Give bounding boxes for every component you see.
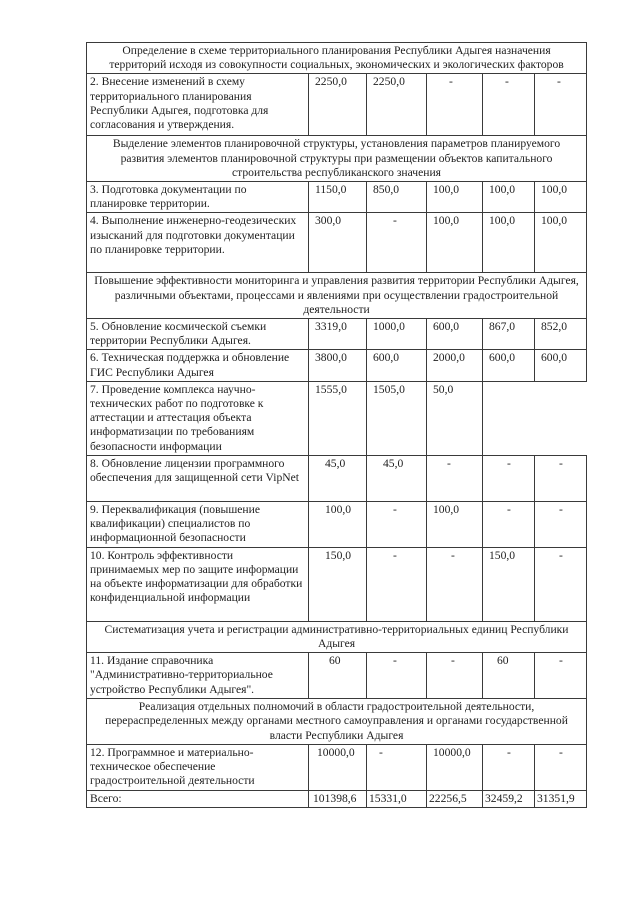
value-y2: 100,0 [427,501,483,547]
row-name: 3. Подготовка документации по планировке территории. [87,182,309,213]
section-header [87,699,587,745]
value-y1: - [367,501,427,547]
value-y4: 100,0 [535,182,587,213]
value-total: 100,0 [309,501,367,547]
table-row [87,653,587,699]
value-y3: 60 [483,653,535,699]
value-y2: 600,0 [427,319,483,350]
value-y3: 600,0 [483,350,535,381]
section-title: Реализация отдельных полномочий в области градостроительной деятельности, перераспределенных между органами местного самоуправления и органами государственной власти Республики Адыгея [87,699,587,745]
value-y2: - [427,653,483,699]
value-total: 45,0 [309,455,367,501]
total-row [87,790,587,807]
table-row [87,319,587,350]
total-y4: 31351,9 [535,790,587,807]
value-y1: - [367,547,427,621]
value-y4: - [535,501,587,547]
value-y2: - [427,455,483,501]
value-y3: 100,0 [483,213,535,273]
row-name: 7. Проведение комплекса научно-технических работ по подготовке к аттестации и аттестация объекта информатизации по требованиям безопасности информации [87,381,309,455]
value-y1: 1505,0 [367,381,427,455]
value-total: 3800,0 [309,350,367,381]
value-y1: 2250,0 [367,74,427,136]
section-title: Определение в схеме территориального планирования Республики Адыгея назначения территорий исходя из совокупности социальных, экономических и экологических факторов [87,43,587,74]
value-total: 150,0 [309,547,367,621]
value-y2: 50,0 [427,381,483,455]
row-name: 5. Обновление космической съемки территории Республики Адыгея. [87,319,309,350]
table-row [87,744,587,790]
value-y4 [535,381,587,455]
total-label: Всего: [87,790,309,807]
total-y1: 15331,0 [367,790,427,807]
total-value: 101398,6 [309,790,367,807]
row-name: 8. Обновление лицензии программного обеспечения для защищенной сети VipNet [87,455,309,501]
section-title: Систематизация учета и регистрации административно-территориальных единиц Республики Адыгея [87,621,587,652]
value-y4: - [535,455,587,501]
value-y3: - [483,74,535,136]
document-page [86,42,586,808]
value-y3: - [483,744,535,790]
value-total: 1150,0 [309,182,367,213]
table-row [87,455,587,501]
table-row [87,213,587,273]
value-y1: 45,0 [367,455,427,501]
value-y1: - [367,213,427,273]
value-y2: 100,0 [427,213,483,273]
value-y1: - [367,653,427,699]
value-y3: - [483,501,535,547]
row-name: 11. Издание справочника "Административно-территориальное устройство Республики Адыгея". [87,653,309,699]
value-total: 10000,0 [309,744,367,790]
value-y2: 2000,0 [427,350,483,381]
value-y4: 852,0 [535,319,587,350]
value-y3: 867,0 [483,319,535,350]
section-header [87,621,587,652]
value-y4: - [535,744,587,790]
value-y1: - [367,744,427,790]
value-y4: 100,0 [535,213,587,273]
section-title: Выделение элементов планировочной структуры, установления параметров планируемого развития элементов планировочной структуры при размещении объектов капитального строительства республиканского значения [87,136,587,182]
value-y4: - [535,74,587,136]
section-title: Повышение эффективности мониторинга и управления развития территории Республики Адыгея, различными объектами, процессами и явлениями при осуществлении градостроительной деятельности [87,273,587,319]
table-row [87,350,587,381]
value-y1: 1000,0 [367,319,427,350]
row-name: 9. Переквалификация (повышение квалификации) специалистов по информационной безопасности [87,501,309,547]
row-name: 2. Внесение изменений в схему территориального планирования Республики Адыгея, подготовка для согласования и утверждения. [87,74,309,136]
value-y4: - [535,653,587,699]
row-name: 10. Контроль эффективности принимаемых мер по защите информации на объекте информатизации для обработки конфиденциальной информации [87,547,309,621]
table-row [87,547,587,621]
value-total: 1555,0 [309,381,367,455]
row-name: 4. Выполнение инженерно-геодезических изысканий для подготовки документации по планировке территории. [87,213,309,273]
value-y3: 150,0 [483,547,535,621]
table-row [87,74,587,136]
value-y3: - [483,455,535,501]
value-y3 [483,381,535,455]
row-name: 12. Программное и материально-техническое обеспечение градостроительной деятельности [87,744,309,790]
table-row [87,381,587,455]
value-total: 3319,0 [309,319,367,350]
value-y4: - [535,547,587,621]
value-y2: - [427,74,483,136]
value-y1: 600,0 [367,350,427,381]
budget-table [86,42,587,808]
table-row [87,501,587,547]
value-y4: 600,0 [535,350,587,381]
total-y2: 22256,5 [427,790,483,807]
value-y2: 10000,0 [427,744,483,790]
section-header [87,273,587,319]
total-y3: 32459,2 [483,790,535,807]
value-y2: - [427,547,483,621]
section-header [87,136,587,182]
value-y1: 850,0 [367,182,427,213]
value-total: 2250,0 [309,74,367,136]
section-header [87,43,587,74]
table-row [87,182,587,213]
row-name: 6. Техническая поддержка и обновление ГИС Республики Адыгея [87,350,309,381]
value-total: 300,0 [309,213,367,273]
value-y3: 100,0 [483,182,535,213]
value-total: 60 [309,653,367,699]
value-y2: 100,0 [427,182,483,213]
